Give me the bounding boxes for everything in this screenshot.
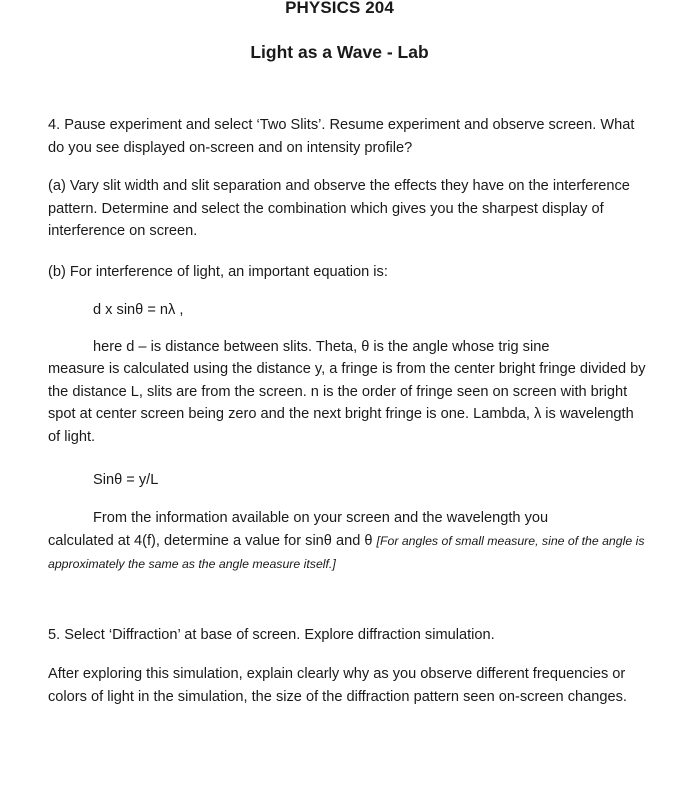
- page-title: Light as a Wave - Lab: [250, 42, 429, 62]
- course-heading: PHYSICS 204: [285, 0, 394, 17]
- explanation-first-line: here d – is distance between slits. Theta, θ is the angle whose trig sine: [93, 339, 550, 355]
- determine-first-line: From the information available on your screen and the wavelength you: [93, 510, 549, 526]
- determine-text: calculated at 4(f), determine a value for sinθ and θ: [48, 533, 377, 549]
- explanation-body: measure is calculated using the distance y, a fringe is from the center bright fringe divided by the distance L, slits are from the screen. n is the order of fringe seen on screen with bright spot at center screen being zero and the next bright fringe is one. Lambda, λ is wavelength of light.: [48, 361, 646, 445]
- question-5-intro: 5. Select ‘Diffraction’ at base of screen. Explore diffraction simulation.: [48, 627, 495, 643]
- small-angle-note: [For angles of small measure, sine of the angle is approximately the same as the angle measure itself.]: [48, 534, 645, 571]
- equation-interference: d x sinθ = nλ ,: [93, 302, 184, 318]
- determine-body: [48, 530, 648, 575]
- equation-sine: Sinθ = y/L: [93, 472, 159, 488]
- question-5-body: After exploring this simulation, explain clearly why as you observe different frequencies or colors of light in the simulation, the size of the diffraction pattern seen on-screen changes.: [48, 666, 627, 705]
- question-4-intro: 4. Pause experiment and select ‘Two Slits’. Resume experiment and observe screen. What do you see displayed on-screen and on intensity profile?: [48, 117, 635, 156]
- question-4-part-a: (a) Vary slit width and slit separation and observe the effects they have on the interference pattern. Determine and select the combination which gives you the sharpest display of interference on screen.: [48, 178, 630, 239]
- question-4-part-b: (b) For interference of light, an important equation is:: [48, 264, 388, 280]
